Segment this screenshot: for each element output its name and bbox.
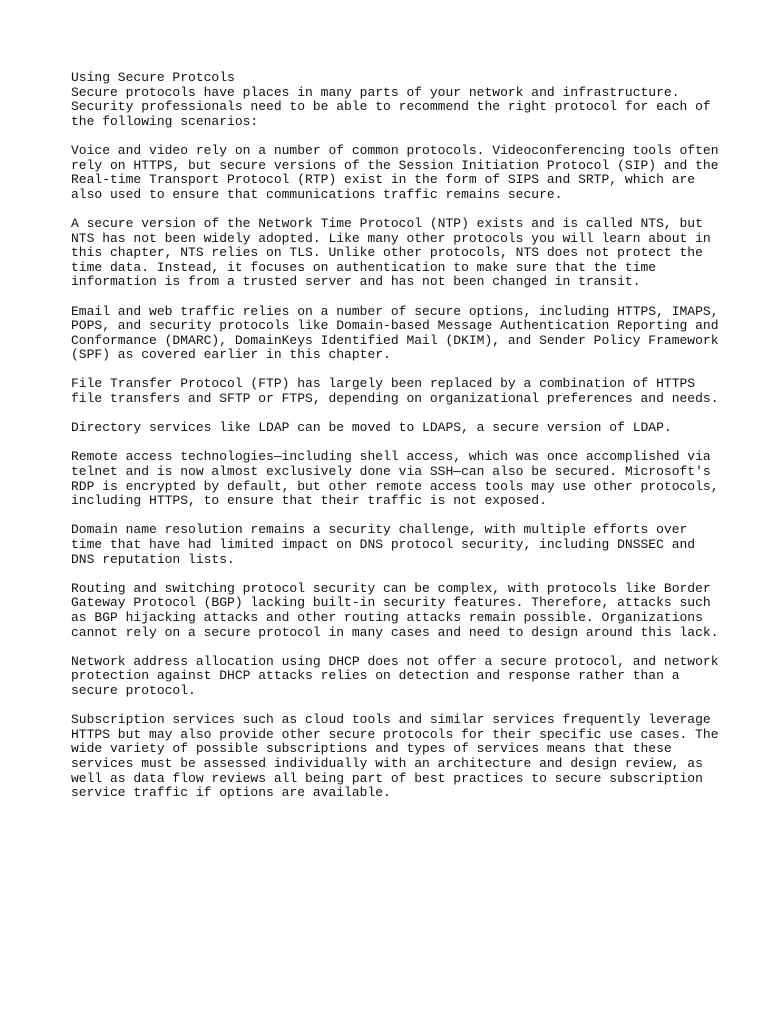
paragraph-email-web — [71, 305, 731, 363]
paragraph-line: services must be assessed individually with an architecture and design review, as — [71, 755, 703, 771]
paragraph-line: Email and web traffic relies on a number of secure options, including HTTPS, IMAPS, — [71, 303, 719, 319]
paragraph-remote-access — [71, 450, 731, 508]
paragraph-line: Network address allocation using DHCP does not offer a secure protocol, and network — [71, 653, 719, 669]
paragraph-line: HTTPS but may also provide other secure protocols for their specific use cases. The — [71, 726, 719, 742]
paragraph-line: secure protocol. — [71, 682, 196, 698]
paragraph-line: Subscription services such as cloud tools and similar services frequently leverage — [71, 712, 711, 728]
paragraph-line: Routing and switching protocol security can be complex, with protocols like Border — [71, 580, 711, 596]
intro-block — [71, 71, 731, 129]
paragraph-line: including HTTPS, to ensure that their traffic is not exposed. — [71, 493, 547, 509]
paragraph-line: well as data flow reviews all being part of best practices to secure subscription — [71, 770, 703, 786]
paragraph-line: (SPF) as covered earlier in this chapter. — [71, 347, 391, 363]
paragraph-line: telnet and is now almost exclusively done via SSH—can also be secured. Microsoft's — [71, 464, 711, 480]
paragraph-line: NTS has not been widely adopted. Like many other protocols you will learn about in — [71, 230, 711, 246]
paragraph-line: Domain name resolution remains a security challenge, with multiple efforts over — [71, 522, 688, 538]
paragraph-line: Directory services like LDAP can be moved to LDAPS, a secure version of LDAP. — [71, 420, 672, 436]
paragraph-line: time data. Instead, it focuses on authentication to make sure that the time — [71, 259, 657, 275]
paragraph-line: this chapter, NTS relies on TLS. Unlike other protocols, NTS does not protect the — [71, 245, 703, 261]
paragraph-ldap — [71, 421, 731, 436]
paragraph-ntp — [71, 217, 731, 290]
paragraph-line: POPS, and security protocols like Domain-based Message Authentication Reporting and — [71, 318, 719, 334]
paragraph-dns — [71, 523, 731, 567]
paragraph-line: protection against DHCP attacks relies on detection and response rather than a — [71, 668, 680, 684]
paragraph-line: information is from a trusted server and has not been changed in transit. — [71, 274, 641, 290]
paragraph-line: wide variety of possible subscriptions and types of services means that these — [71, 741, 672, 757]
paragraph-line: cannot rely on a secure protocol in many cases and need to design around this lack. — [71, 624, 719, 640]
document-title: Using Secure Protcols — [71, 70, 235, 85]
paragraph-line: DNS reputation lists. — [71, 551, 235, 567]
paragraph-line: also used to ensure that communications traffic remains secure. — [71, 186, 563, 202]
paragraph-line: file transfers and SFTP or FTPS, depending on organizational preferences and needs. — [71, 391, 719, 407]
paragraph-line: File Transfer Protocol (FTP) has largely been replaced by a combination of HTTPS — [71, 376, 696, 392]
paragraph-line: as BGP hijacking attacks and other routing attacks remain possible. Organizations — [71, 609, 703, 625]
intro-line: Secure protocols have places in many parts of your network and infrastructure. — [71, 84, 680, 100]
paragraph-line: Conformance (DMARC), DomainKeys Identified Mail (DKIM), and Sender Policy Framework — [71, 332, 719, 348]
paragraph-routing — [71, 582, 731, 640]
paragraph-line: time that have had limited impact on DNS protocol security, including DNSSEC and — [71, 537, 696, 552]
intro-line: Security professionals need to be able to recommend the right protocol for each of — [71, 99, 711, 115]
paragraph-line: Remote access technologies—including shell access, which was once accomplished via — [71, 449, 711, 465]
paragraph-subscription — [71, 713, 731, 801]
paragraph-line: Real-time Transport Protocol (RTP) exist in the form of SIPS and SRTP, which are — [71, 172, 696, 188]
intro-line: the following scenarios: — [71, 113, 259, 129]
paragraph-line: Voice and video rely on a number of common protocols. Videoconferencing tools often — [71, 142, 719, 158]
paragraph-ftp — [71, 377, 731, 406]
paragraph-line: service traffic if options are available. — [71, 785, 391, 801]
paragraph-line: Gateway Protocol (BGP) lacking built-in security features. Therefore, attacks such — [71, 595, 711, 611]
paragraph-line: RDP is encrypted by default, but other remote access tools may use other protocols, — [71, 478, 719, 494]
paragraph-line: rely on HTTPS, but secure versions of the Session Initiation Protocol (SIP) and the — [71, 157, 719, 173]
paragraph-voice-video — [71, 144, 731, 202]
document-page — [71, 71, 731, 801]
paragraph-dhcp — [71, 655, 731, 699]
paragraph-line: A secure version of the Network Time Protocol (NTP) exists and is called NTS, but — [71, 215, 703, 231]
